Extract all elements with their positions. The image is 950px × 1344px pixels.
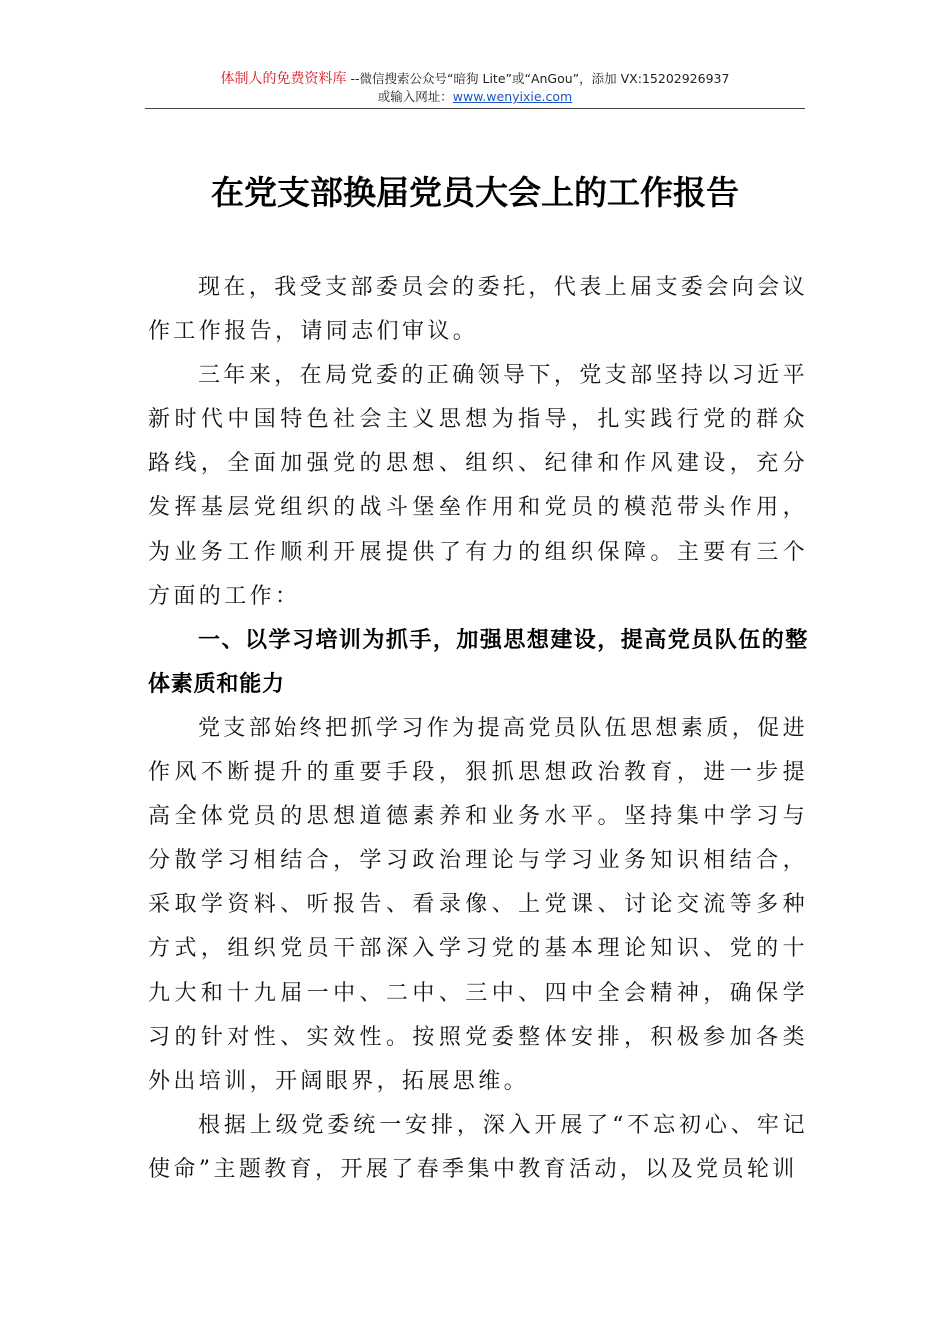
page-header: [145, 70, 805, 105]
header-brand: 体制人的免费资料库: [220, 71, 347, 87]
paragraph: 党支部始终把抓学习作为提高党员队伍思想素质，促进作风不断提升的重要手段，狠抓思想政治教育，进一步提高全体党员的思想道德素养和业务水平。坚持集中学习与分散学习相结合，学习政治理论与学习业务知识相结合，采取学资料、听报告、看录像、上党课、讨论交流等多种方式，组织党员干部深入学习党的基本理论知识、党的十九大和十九届一中、二中、三中、四中全会精神，确保学习的针对性、实效性。按照党委整体安排，积极参加各类外出培训，开阔眼界，拓展思维。: [148, 715, 808, 1094]
document-body: [148, 266, 808, 1192]
header-info: --微信搜索公众号“暗狗 Lite”或“AnGou”，添加 VX:15202926937: [346, 71, 730, 86]
header-url-link[interactable]: www.wenyixie.com: [452, 89, 573, 104]
paragraph: 三年来，在局党委的正确领导下，党支部坚持以习近平新时代中国特色社会主义思想为指导，扎实践行党的群众路线，全面加强党的思想、组织、纪律和作风建设，充分发挥基层党组织的战斗堡垒作用和党员的模范带头作用，为业务工作顺利开展提供了有力的组织保障。主要有三个方面的工作：: [148, 363, 808, 609]
header-url-prefix: 或输入网址：: [377, 89, 453, 104]
header-line-1: [145, 70, 805, 88]
paragraph: 根据上级党委统一安排，深入开展了“不忘初心、牢记使命”主题教育，开展了春季集中教育活动，以及党员轮训: [148, 1112, 808, 1182]
document-title: 在党支部换届党员大会上的工作报告: [211, 173, 739, 212]
header-divider: [145, 108, 805, 109]
paragraph: 现在，我受支部委员会的委托，代表上届支委会向会议作工作报告，请同志们审议。: [148, 275, 808, 345]
header-line-2: [145, 88, 805, 105]
section-heading: 一、以学习培训为抓手，加强思想建设，提高党员队伍的整体素质和能力: [148, 627, 808, 697]
